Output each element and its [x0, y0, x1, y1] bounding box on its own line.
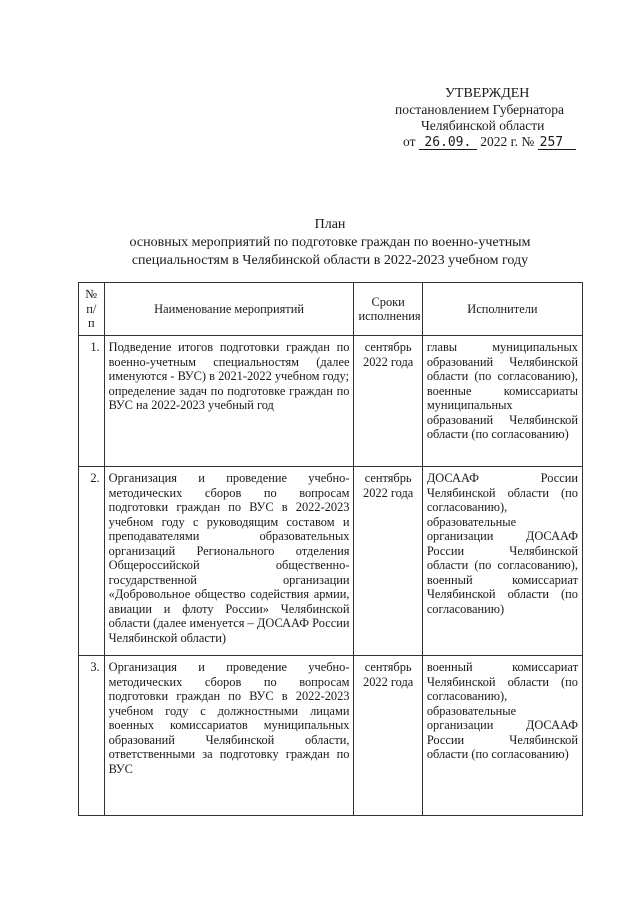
- row-name: Организация и проведение учебно-методических сборов по вопросам подготовки граждан по ВУС в 2022-2023 учебном году с должностными лицами военных комиссариатов муниципальных образований Челябинской области, ответственными за подготовку граждан по ВУС: [104, 656, 354, 816]
- title-line-3: специальностям в Челябинской области в 2022-2023 учебном году: [131, 253, 529, 268]
- row-num: 1.: [79, 336, 105, 467]
- header-num: № п/п: [79, 283, 105, 336]
- plan-table: [78, 282, 583, 816]
- title-line-1: План: [314, 217, 346, 232]
- title-line-2: основных мероприятий по подготовке граждан по военно-учетным: [129, 235, 531, 250]
- approval-line-region: Челябинской области: [421, 118, 545, 133]
- header-exec: Исполнители: [422, 283, 582, 336]
- row-num: 3.: [79, 656, 105, 816]
- table-row: [79, 467, 583, 656]
- approval-line-date: [395, 134, 595, 150]
- approval-prefix: от: [403, 134, 416, 149]
- row-term: сентябрь 2022 года: [354, 467, 422, 656]
- approval-line-decree: постановлением Губернатора: [395, 102, 564, 117]
- row-exec: военный комиссариат Челябинской области (по согласованию), образовательные организации ДОСААФ России Челябинской области (по согласованию): [422, 656, 582, 816]
- document-title: [90, 216, 570, 270]
- header-name: Наименование мероприятий: [104, 283, 354, 336]
- row-name-part: определение задач по подготовке граждан по ВУС на 2022-2023 учебный год: [108, 383, 350, 412]
- row-name: Организация и проведение учебно-методических сборов по вопросам подготовки граждан по ВУС в 2022-2023 учебном году с руководящим составом и преподавателями образовательных организаций Регионального отделения Общероссийской общественно-государственной организации «Добровольное общество содействия армии, авиации и флоту России» Челябинской области (далее именуется – ДОСААФ России Челябинской области): [104, 467, 354, 656]
- row-name: [104, 336, 354, 467]
- row-num: 2.: [79, 467, 105, 656]
- table-header-row: [79, 283, 583, 336]
- table-row: [79, 656, 583, 816]
- row-term: сентябрь 2022 года: [354, 656, 422, 816]
- row-exec: главы муниципальных образований Челябинской области (по согласованию), военные комиссариаты муниципальных образований Челябинской области (по согласованию): [422, 336, 582, 467]
- approval-number: 257: [538, 136, 576, 150]
- header-term: Сроки исполнения: [354, 283, 422, 336]
- approval-heading: УТВЕРЖДЕН: [445, 86, 530, 101]
- row-exec: ДОСААФ России Челябинской области (по согласованию), образовательные организации ДОСААФ России Челябинской области (по согласованию), военный комиссариат Челябинской области (по согласованию): [422, 467, 582, 656]
- table-row: [79, 336, 583, 467]
- approval-block: [395, 86, 595, 150]
- row-term: сентябрь 2022 года: [354, 336, 422, 467]
- row-name-part: Подведение итогов подготовки граждан по военно-учетным специальностям (далее именуются - ВУС) в 2021-2022 учебном году;: [108, 340, 350, 383]
- approval-date: 26.09.: [419, 136, 477, 150]
- approval-year: 2022 г. №: [480, 134, 535, 149]
